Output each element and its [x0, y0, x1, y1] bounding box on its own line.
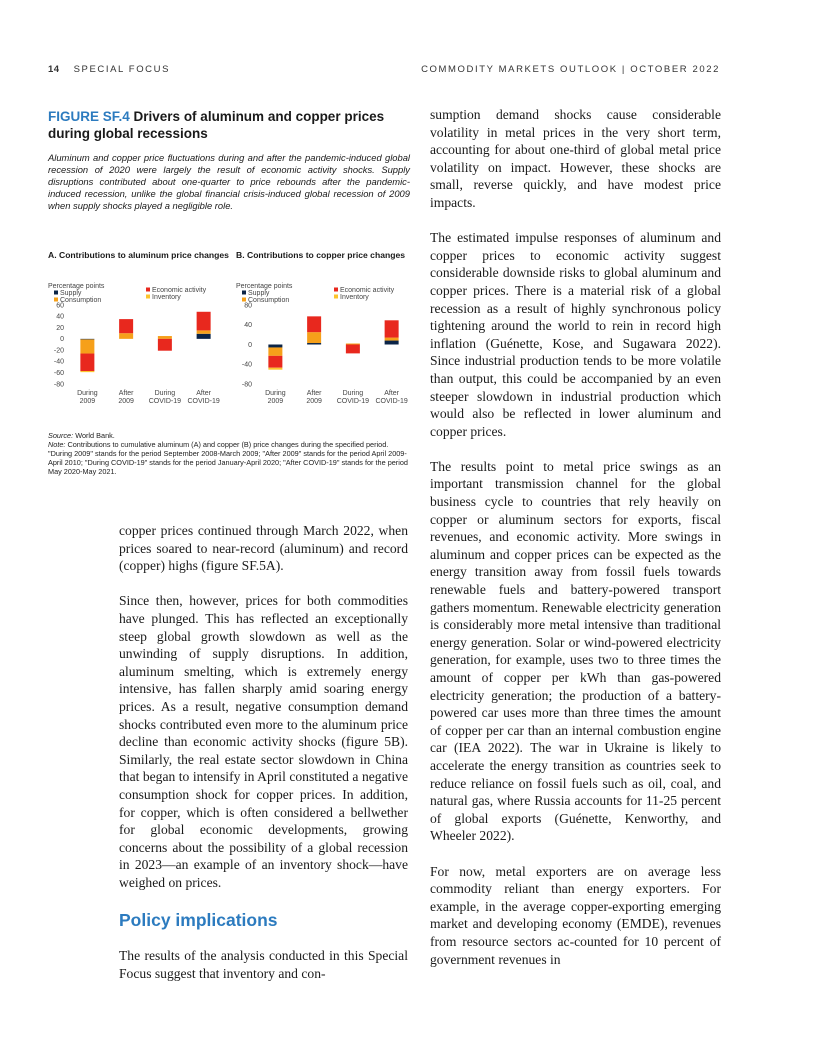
copper-ytick-label: 80	[244, 302, 252, 310]
aluminum-chart	[48, 280, 228, 415]
copper-bar-segment	[307, 343, 321, 344]
copper-legend-swatch	[334, 295, 338, 299]
copper-bar-segment	[385, 320, 399, 337]
copper-ytick-label: 40	[244, 322, 252, 330]
copper-legend-swatch	[334, 288, 338, 292]
panel-a	[48, 250, 233, 261]
right-column	[430, 106, 721, 986]
aluminum-bar-segment	[197, 312, 211, 331]
source-label: Source:	[48, 431, 74, 440]
copper-bar-segment	[268, 356, 282, 368]
copper-category-label: After	[306, 390, 322, 397]
copper-bar-segment	[268, 345, 282, 348]
body-paragraph: The results point to metal price swings as an important transmission channel for the global business cycle to countries that rely heavily on copper or aluminum sectors for exports, fiscal revenues, and economic activity. More swings in aluminum and copper prices can be expected as the energy transition away from fossil fuels towards renewable fuels and battery-powered transport gathers momentum. Renewable electricity generation is considerably more metal intensive than traditional energy generation. Solar or wind-powered electricity generation, for example, uses two to three times the amount of copper per kWh than gas-powered electricity generation; the production of a battery-powered car uses more than three times the amount of copper per car than an internal combustion engine car (IEA 2022). The war in Ukraine is likely to accelerate the energy transition as countries seek to reduce reliance on fossil fuels such as oil, coal, and natural gas, where Russia accounts for 11-25 percent of global exports (Guénette, Kenworthy, and Wheeler 2022).	[430, 458, 721, 844]
aluminum-legend-swatch	[54, 291, 58, 295]
aluminum-legend-swatch	[54, 298, 58, 302]
copper-category-label: During	[342, 390, 364, 397]
copper-axis-title: Percentage points	[236, 283, 293, 290]
copper-legend-swatch	[242, 298, 246, 302]
header-publication: COMMODITY MARKETS OUTLOOK | OCTOBER 2022	[421, 64, 720, 75]
aluminum-category-label: 2009	[79, 398, 96, 405]
panel-a-title: A. Contributions to aluminum price changes	[48, 250, 229, 260]
copper-bar-segment	[307, 316, 321, 332]
aluminum-bar-segment	[80, 354, 94, 371]
aluminum-bar-segment	[197, 330, 211, 333]
copper-legend-label: Inventory	[340, 294, 369, 301]
copper-legend-swatch	[242, 291, 246, 295]
aluminum-bar-segment	[119, 333, 133, 339]
source-text: World Bank.	[75, 431, 115, 440]
copper-ytick-label: -40	[241, 361, 252, 369]
figure-label: FIGURE SF.4	[48, 109, 130, 124]
copper-bar-segment	[346, 344, 360, 345]
aluminum-ytick-label: 0	[60, 336, 64, 344]
copper-bar-segment	[268, 347, 282, 355]
note-label: Note:	[48, 440, 66, 449]
copper-category-label: COVID-19	[336, 398, 370, 405]
copper-category-label: 2009	[267, 398, 284, 405]
aluminum-ytick-label: -60	[53, 370, 64, 378]
body-paragraph: For now, metal exporters are on average less commodity reliant than energy exporters. For example, in the average copper-exporting emerging market and developing economy (EMDE), revenues from resource sectors ac-counted for 10 percent of government revenues in	[430, 863, 721, 967]
aluminum-ytick-label: 40	[56, 313, 64, 321]
aluminum-ytick-label: -20	[53, 347, 64, 355]
copper-bar-segment	[307, 332, 321, 343]
page-number: 14	[48, 64, 60, 75]
aluminum-legend-swatch	[146, 295, 150, 299]
body-paragraph: Since then, however, prices for both commodities have plunged. This has reflected an exceptionally steep global growth slowdown as well as the unwinding of supply disruptions. In addition, aluminum smelting, which is extremely energy intensive, has fallen sharply amid soaring energy prices. As a result, negative consumption demand shocks contributed even more to the aluminum price decline than economic activity shocks (figure 5B). Similarly, the real estate sector slowdown in China that began to intensify in April constituted a negative consumption shock for copper prices. In addition, for copper, which is often considered a bellwether for global economic developments, growing concerns about the possibility of a global recession in 2023—an example of an inventory shock—have weighed on prices.	[119, 593, 408, 890]
figure-block	[48, 108, 410, 212]
aluminum-category-label: After	[118, 390, 134, 397]
figure-title-line	[48, 108, 410, 142]
note-text: Contributions to cumulative aluminum (A) and copper (B) price changes during the specified period. "During 2009" stands for the period September 2008-March 2009; "After 2009" stands for the period April 2009-April 2010; "During COVID-19" stands for the period January-April 2020; "After COVID-19" stands for the period May 2020-May 2021.	[48, 440, 408, 476]
section-heading: Policy implications	[119, 910, 278, 931]
aluminum-category-label: COVID-19	[187, 398, 220, 405]
panel-b	[236, 250, 421, 261]
aluminum-legend-label: Inventory	[152, 294, 181, 301]
copper-legend-label: Supply	[248, 290, 270, 297]
body-paragraph: sumption demand shocks cause considerable volatility in metal prices in the very short term, accounting for about one-third of global metal price volatility on impact. However, these shocks are small, reverse quickly, and have modest price impacts.	[430, 107, 721, 210]
aluminum-ytick-label: 20	[56, 324, 64, 332]
aluminum-legend-label: Consumption	[60, 297, 102, 304]
copper-bar-segment	[346, 345, 360, 354]
aluminum-category-label: After	[196, 390, 212, 397]
figure-notes	[48, 431, 410, 476]
figure-title: Drivers of aluminum and copper prices during global recessions	[48, 109, 385, 141]
aluminum-legend-swatch	[146, 288, 150, 292]
aluminum-bar-segment	[158, 336, 172, 339]
aluminum-legend-label: Supply	[60, 290, 82, 297]
copper-category-label: During	[265, 390, 286, 397]
copper-category-label: After	[384, 390, 400, 397]
aluminum-bar-segment	[197, 334, 211, 339]
copper-legend-label: Economic activity	[340, 287, 395, 294]
copper-legend-label: Consumption	[248, 297, 290, 304]
aluminum-category-label: During	[154, 390, 176, 397]
copper-chart	[236, 280, 416, 415]
aluminum-bar-segment	[80, 371, 94, 372]
aluminum-ytick-label: -40	[53, 358, 64, 366]
figure-source	[48, 431, 410, 440]
copper-bar-segment	[268, 368, 282, 370]
aluminum-category-label: 2009	[118, 398, 134, 405]
body-paragraph: The results of the analysis conducted in this Special Focus suggest that inventory and con-	[119, 948, 408, 981]
aluminum-ytick-label: 60	[56, 302, 64, 310]
aluminum-legend-label: Economic activity	[152, 287, 207, 294]
copper-bar-segment	[385, 338, 399, 341]
aluminum-category-label: COVID-19	[148, 398, 182, 405]
aluminum-bar-segment	[80, 339, 94, 340]
left-column	[119, 522, 408, 1000]
copper-ytick-label: 0	[248, 341, 252, 349]
header-section: SPECIAL FOCUS	[73, 64, 171, 75]
copper-bar-segment	[385, 341, 399, 345]
panel-b-title: B. Contributions to copper price changes	[236, 250, 406, 260]
aluminum-bar-segment	[119, 319, 133, 333]
copper-category-label: 2009	[306, 398, 322, 405]
body-paragraph: The estimated impulse responses of aluminum and copper prices to economic activity suggest considerable downside risks to global aluminum and copper prices. There is a material risk of a global recession as a result of highly synchronous policy tightening around the world to rein in record high inflation (Guénette, Kose, and Sugawara 2022). Since industrial production tends to be more volatile than output, this could be accompanied by an even steeper slowdown in industrial production which would also be reflected in lower aluminum and copper prices.	[430, 230, 721, 439]
page-header	[48, 64, 720, 78]
copper-category-label: COVID-19	[375, 398, 408, 405]
body-paragraph: copper prices continued through March 2022, when prices soared to near-record (aluminum) and record (copper) highs (figure SF.5A).	[119, 523, 408, 574]
aluminum-bar-segment	[80, 339, 94, 353]
aluminum-ytick-label: -80	[53, 381, 64, 389]
figure-note	[48, 440, 410, 476]
aluminum-category-label: During	[77, 390, 98, 397]
aluminum-axis-title: Percentage points	[48, 283, 105, 290]
aluminum-bar-segment	[158, 339, 172, 351]
figure-caption: Aluminum and copper price fluctuations during and after the pandemic-induced global recession of 2020 were largely the result of economic activity shocks. Supply disruptions contributed about one-quarter to price rebounds after the pandemic-induced recession, unlike the global financial crisis-induced global recession of 2009 when supply shocks played a negligible role.	[48, 152, 410, 212]
copper-ytick-label: -80	[241, 381, 252, 389]
